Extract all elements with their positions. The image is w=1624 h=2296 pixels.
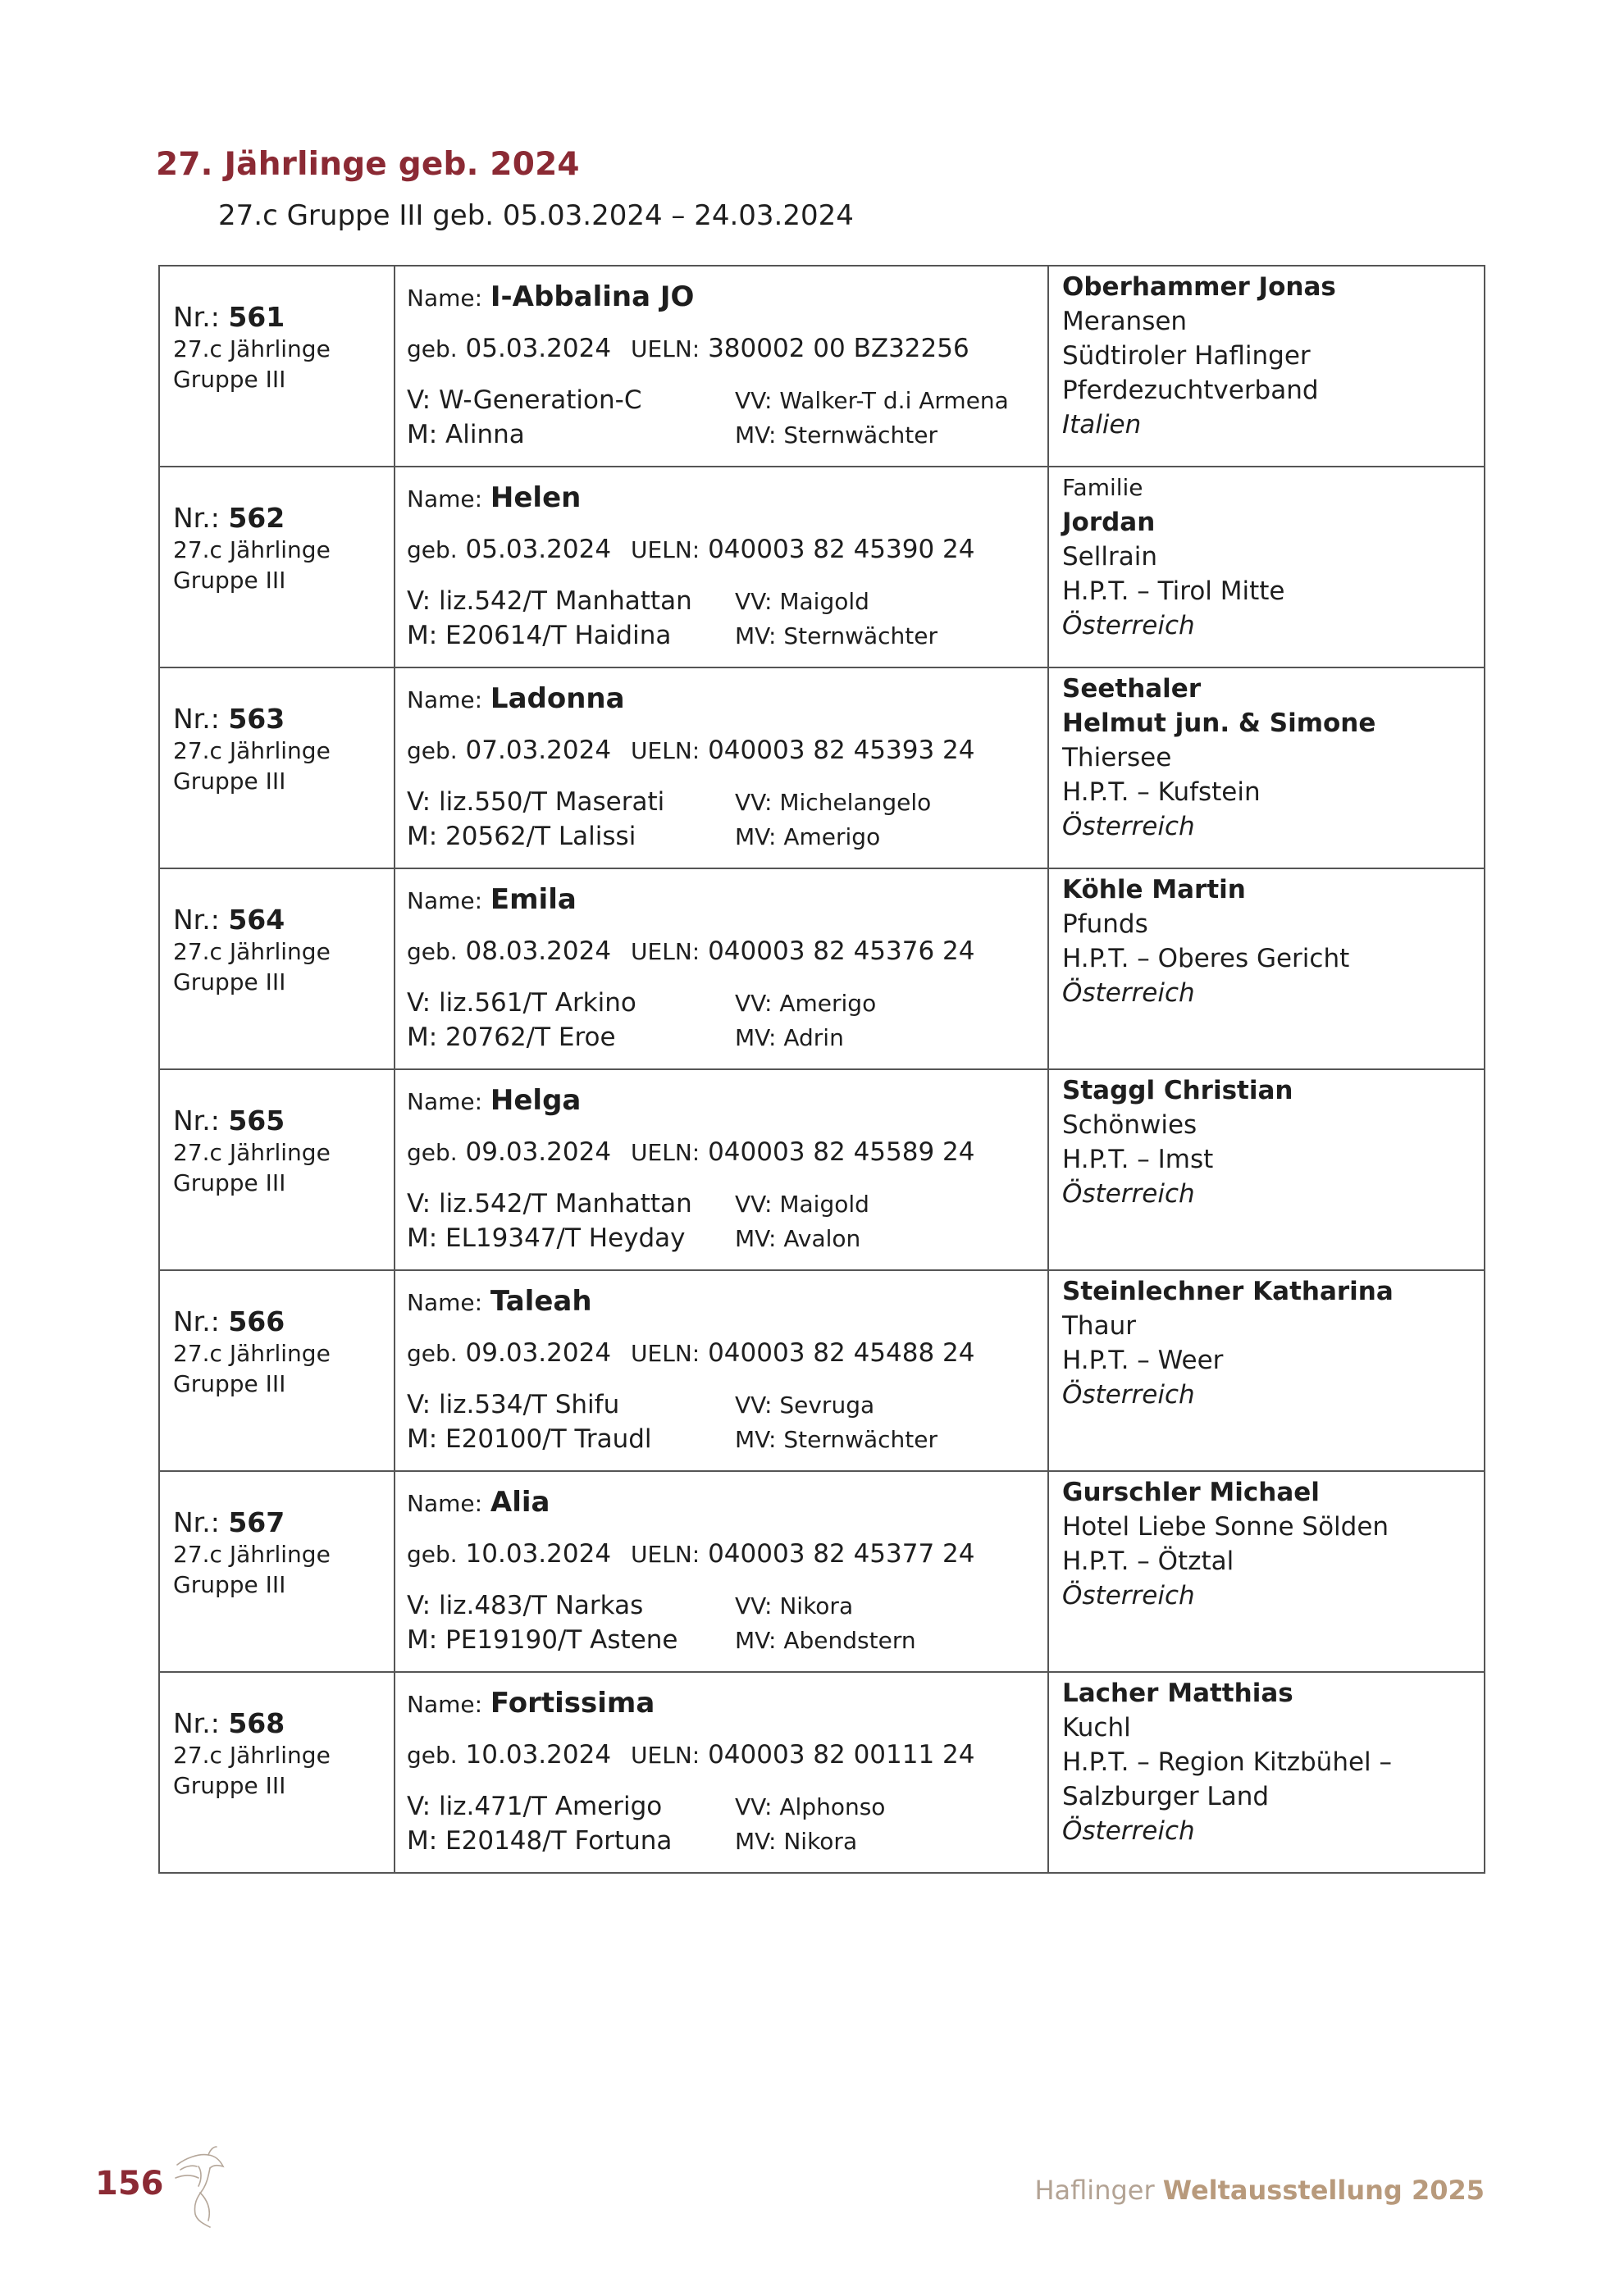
pedigree (407, 584, 1047, 653)
geb-label: geb. (407, 938, 458, 965)
entry-number (173, 1506, 394, 1539)
dam: M: E20100/T Traudl (407, 1424, 652, 1454)
dam-sire: MV: Sternwächter (735, 1426, 938, 1453)
table-row (159, 667, 1485, 868)
entry-category: 27.c Jährlinge (173, 737, 331, 764)
ueln-label: UELN: (631, 335, 700, 362)
horse-name: Helen (490, 481, 582, 514)
entry-number-cell (159, 1069, 395, 1270)
owner-line: Italien (1062, 410, 1142, 440)
nr-label: Nr.: (173, 703, 220, 735)
ueln-label: UELN: (631, 1340, 700, 1367)
sire: V: liz.550/T Maserati (407, 787, 665, 817)
nr-label: Nr.: (173, 1506, 220, 1538)
entry-group: Gruppe III (173, 968, 286, 995)
nr-label: Nr.: (173, 502, 220, 534)
sire-sire: VV: Walker-T d.i Armena (735, 387, 1009, 414)
birth-date: 05.03.2024 (465, 535, 612, 564)
geb-label: geb. (407, 1340, 458, 1367)
pedigree (407, 1789, 1047, 1858)
ueln-label: UELN: (631, 1742, 700, 1769)
horse-info-cell (395, 667, 1048, 868)
owner-line: H.P.T. – Imst (1062, 1145, 1214, 1174)
entry-group: Gruppe III (173, 366, 286, 393)
sire-sire: VV: Maigold (735, 1191, 869, 1218)
entry-number (173, 301, 394, 334)
owner-line: Pferdezuchtverband (1062, 376, 1319, 405)
table-row (159, 1672, 1485, 1873)
sire: V: liz.483/T Narkas (407, 1591, 644, 1620)
dam-sire: MV: Adrin (735, 1024, 844, 1051)
entry-number (173, 703, 394, 736)
entry-group: Gruppe III (173, 768, 286, 795)
horse-catalog-table (158, 265, 1485, 1874)
geb-label: geb. (407, 737, 458, 764)
owner-cell (1048, 1672, 1485, 1873)
name-label: Name: (407, 485, 483, 512)
horse-info-cell (395, 266, 1048, 467)
horse-name: Taleah (490, 1285, 592, 1318)
ueln-label: UELN: (631, 536, 700, 563)
owner-line: Kuchl (1062, 1713, 1131, 1742)
owner-line: Familie (1062, 474, 1143, 501)
ueln-value: 380002 00 BZ32256 (708, 334, 969, 363)
owner-line: Hotel Liebe Sonne Sölden (1062, 1512, 1389, 1542)
entry-number-cell (159, 1471, 395, 1672)
nr-label: Nr.: (173, 301, 220, 333)
entry-number (173, 1105, 394, 1137)
birth-date: 05.03.2024 (465, 334, 612, 363)
name-label: Name: (407, 1691, 483, 1718)
owner-line: Österreich (1062, 1581, 1195, 1610)
dam: M: 20762/T Eroe (407, 1023, 616, 1052)
entry-category: 27.c Jährlinge (173, 335, 331, 362)
sire: V: liz.542/T Manhattan (407, 1189, 692, 1219)
owner-line: Pfunds (1062, 909, 1148, 939)
entry-group: Gruppe III (173, 567, 286, 594)
owner-line: Sellrain (1062, 542, 1157, 572)
entry-number-cell (159, 667, 395, 868)
entry-number (173, 502, 394, 535)
dam-sire: MV: Amerigo (735, 823, 881, 850)
ueln-value: 040003 82 45376 24 (708, 936, 975, 966)
entry-category: 27.c Jährlinge (173, 1340, 331, 1367)
pedigree (407, 785, 1047, 854)
ueln-value: 040003 82 45488 24 (708, 1338, 975, 1368)
owner-line: Österreich (1062, 812, 1195, 841)
name-label: Name: (407, 1490, 483, 1517)
footer-brand-light: Haflinger (1034, 2175, 1163, 2206)
entry-number (173, 904, 394, 936)
owner-line: Helmut jun. & Simone (1062, 708, 1376, 738)
table-row (159, 467, 1485, 667)
table-row (159, 1069, 1485, 1270)
ueln-label: UELN: (631, 938, 700, 965)
entry-group: Gruppe III (173, 1772, 286, 1799)
owner-line: H.P.T. – Tirol Mitte (1062, 576, 1285, 606)
pedigree (407, 1387, 1047, 1456)
horse-info-cell (395, 1270, 1048, 1471)
sire-sire: VV: Nikora (735, 1592, 854, 1620)
birth-date: 09.03.2024 (465, 1137, 612, 1167)
birth-date: 07.03.2024 (465, 736, 612, 765)
sire: V: liz.542/T Manhattan (407, 586, 692, 616)
owner-cell (1048, 266, 1485, 467)
ueln-label: UELN: (631, 737, 700, 764)
horse-name: Emila (490, 883, 577, 916)
owner-line: Meransen (1062, 307, 1188, 336)
ueln-value: 040003 82 45393 24 (708, 736, 975, 765)
table-row (159, 868, 1485, 1069)
geb-label: geb. (407, 536, 458, 563)
owner-line: Jordan (1062, 508, 1156, 537)
owner-line: H.P.T. – Weer (1062, 1346, 1224, 1375)
entry-number-cell (159, 868, 395, 1069)
owner-line: H.P.T. – Region Kitzbühel – (1062, 1747, 1393, 1777)
horse-info-cell (395, 868, 1048, 1069)
entry-number (173, 1305, 394, 1338)
table-row (159, 1471, 1485, 1672)
ueln-label: UELN: (631, 1541, 700, 1568)
nr-label: Nr.: (173, 1105, 220, 1137)
birth-date: 10.03.2024 (465, 1740, 612, 1770)
owner-cell (1048, 667, 1485, 868)
nr-value: 563 (228, 703, 285, 735)
name-label: Name: (407, 686, 483, 713)
nr-value: 566 (228, 1305, 285, 1337)
name-label: Name: (407, 1289, 483, 1316)
geb-label: geb. (407, 1139, 458, 1166)
nr-value: 568 (228, 1707, 285, 1739)
owner-cell (1048, 1471, 1485, 1672)
nr-value: 564 (228, 904, 285, 936)
owner-line: Südtiroler Haflinger (1062, 341, 1311, 371)
owner-line: Salzburger Land (1062, 1782, 1270, 1811)
entry-number-cell (159, 1672, 395, 1873)
geb-label: geb. (407, 335, 458, 362)
owner-line: Österreich (1062, 1816, 1195, 1846)
name-label: Name: (407, 285, 483, 312)
birth-date: 10.03.2024 (465, 1539, 612, 1569)
birth-date: 08.03.2024 (465, 936, 612, 966)
dam: M: Alinna (407, 420, 525, 449)
sire-sire: VV: Michelangelo (735, 789, 932, 816)
horse-info-cell (395, 1672, 1048, 1873)
entry-group: Gruppe III (173, 1169, 286, 1196)
horse-name: Helga (490, 1084, 582, 1117)
entry-number-cell (159, 1270, 395, 1471)
entry-category: 27.c Jährlinge (173, 938, 331, 965)
pedigree (407, 1187, 1047, 1255)
sire-sire: VV: Maigold (735, 588, 869, 615)
dam-sire: MV: Sternwächter (735, 622, 938, 649)
owner-line: H.P.T. – Kufstein (1062, 777, 1261, 807)
owner-line: H.P.T. – Oberes Gericht (1062, 944, 1350, 973)
table-row (159, 1270, 1485, 1471)
entry-number-cell (159, 467, 395, 667)
horse-info-cell (395, 467, 1048, 667)
dam-sire: MV: Abendstern (735, 1627, 916, 1654)
dam-sire: MV: Nikora (735, 1828, 858, 1855)
owner-line: Lacher Matthias (1062, 1679, 1293, 1708)
nr-label: Nr.: (173, 1305, 220, 1337)
subsection-title: 27.c Gruppe III geb. 05.03.2024 – 24.03.2024 (218, 199, 854, 232)
owner-line: Oberhammer Jonas (1062, 272, 1336, 302)
section-title: 27. Jährlinge geb. 2024 (156, 146, 580, 183)
nr-label: Nr.: (173, 1707, 220, 1739)
owner-line: Thiersee (1062, 743, 1172, 772)
owner-line: Thaur (1062, 1311, 1136, 1341)
owner-line: H.P.T. – Ötztal (1062, 1547, 1234, 1576)
owner-line: Staggl Christian (1062, 1076, 1293, 1105)
owner-line: Österreich (1062, 1380, 1195, 1410)
entry-group: Gruppe III (173, 1571, 286, 1598)
sire: V: liz.471/T Amerigo (407, 1792, 663, 1821)
sire-sire: VV: Sevruga (735, 1392, 875, 1419)
geb-label: geb. (407, 1742, 458, 1769)
pedigree (407, 383, 1047, 452)
owner-cell (1048, 1270, 1485, 1471)
owner-line: Österreich (1062, 978, 1195, 1008)
footer-brand-bold: Weltausstellung 2025 (1162, 2175, 1485, 2206)
owner-cell (1048, 467, 1485, 667)
dam-sire: MV: Sternwächter (735, 421, 938, 449)
sire: V: W-Generation-C (407, 385, 642, 415)
dam-sire: MV: Avalon (735, 1225, 861, 1252)
sire-sire: VV: Amerigo (735, 990, 877, 1017)
entry-group: Gruppe III (173, 1370, 286, 1397)
nr-value: 565 (228, 1105, 285, 1137)
nr-label: Nr.: (173, 904, 220, 936)
owner-line: Österreich (1062, 611, 1195, 640)
name-label: Name: (407, 887, 483, 914)
dam: M: E20614/T Haidina (407, 621, 672, 650)
dam: M: 20562/T Lalissi (407, 822, 636, 851)
sire-sire: VV: Alphonso (735, 1793, 886, 1820)
owner-line: Schönwies (1062, 1110, 1197, 1140)
owner-line: Österreich (1062, 1179, 1195, 1209)
pedigree (407, 1588, 1047, 1657)
ueln-value: 040003 82 45390 24 (708, 535, 975, 564)
entry-number (173, 1707, 394, 1740)
horse-name: I-Abbalina JO (490, 280, 695, 313)
nr-value: 567 (228, 1506, 285, 1538)
name-label: Name: (407, 1088, 483, 1115)
nr-value: 562 (228, 502, 285, 534)
horse-name: Alia (490, 1486, 550, 1519)
owner-line: Seethaler (1062, 674, 1202, 704)
entry-category: 27.c Jährlinge (173, 536, 331, 563)
dam: M: E20148/T Fortuna (407, 1826, 673, 1856)
owner-line: Gurschler Michael (1062, 1478, 1320, 1507)
entry-category: 27.c Jährlinge (173, 1742, 331, 1769)
geb-label: geb. (407, 1541, 458, 1568)
owner-cell (1048, 868, 1485, 1069)
sire: V: liz.561/T Arkino (407, 988, 636, 1018)
dam: M: EL19347/T Heyday (407, 1223, 686, 1253)
entry-category: 27.c Jährlinge (173, 1541, 331, 1568)
ueln-value: 040003 82 45589 24 (708, 1137, 975, 1167)
horse-name: Ladonna (490, 682, 625, 715)
horse-name: Fortissima (490, 1687, 655, 1720)
table-row (159, 266, 1485, 467)
ueln-label: UELN: (631, 1139, 700, 1166)
ueln-value: 040003 82 00111 24 (708, 1740, 975, 1770)
entry-category: 27.c Jährlinge (173, 1139, 331, 1166)
birth-date: 09.03.2024 (465, 1338, 612, 1368)
footer-brand (1034, 2175, 1485, 2206)
entry-number-cell (159, 266, 395, 467)
pedigree (407, 986, 1047, 1055)
horse-info-cell (395, 1471, 1048, 1672)
nr-value: 561 (228, 301, 285, 333)
page-number: 156 (95, 2165, 164, 2203)
horse-logo-icon (161, 2142, 235, 2232)
dam: M: PE19190/T Astene (407, 1625, 678, 1655)
owner-line: Köhle Martin (1062, 875, 1246, 904)
owner-line: Steinlechner Katharina (1062, 1277, 1394, 1306)
ueln-value: 040003 82 45377 24 (708, 1539, 975, 1569)
horse-info-cell (395, 1069, 1048, 1270)
sire: V: liz.534/T Shifu (407, 1390, 620, 1419)
owner-cell (1048, 1069, 1485, 1270)
